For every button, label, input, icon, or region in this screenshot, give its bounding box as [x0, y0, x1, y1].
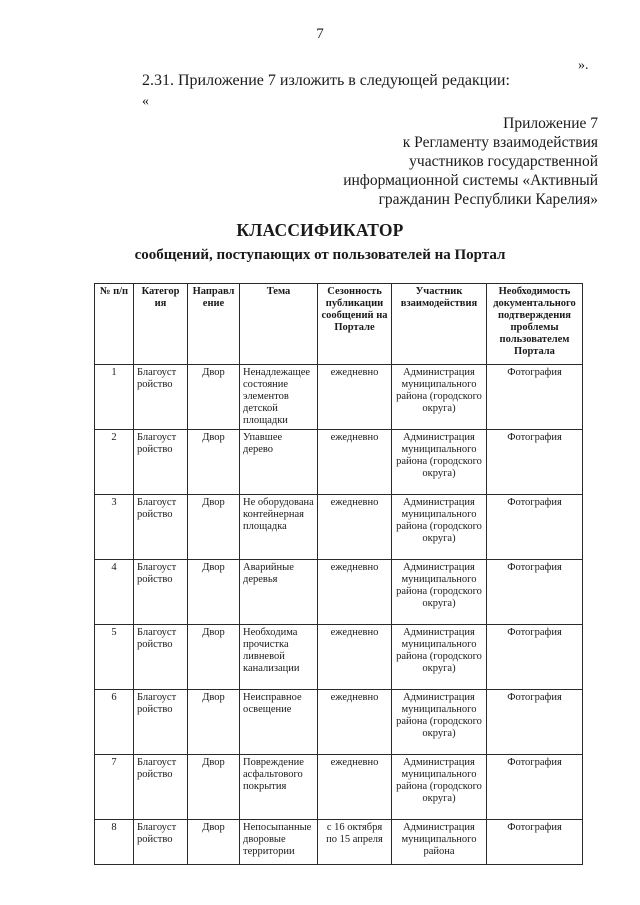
- cell-direction: Двор: [188, 755, 240, 820]
- table-header-row: [95, 284, 583, 365]
- cell-topic: Непосыпанные дворовые территории: [240, 820, 318, 865]
- cell-season: ежедневно: [318, 625, 392, 690]
- table-row: [95, 365, 583, 430]
- cell-season: ежедневно: [318, 690, 392, 755]
- appendix-line: к Регламенту взаимодействия: [402, 134, 598, 151]
- cell-confirmation: Фотография: [487, 560, 583, 625]
- cell-direction: Двор: [188, 495, 240, 560]
- appendix-line: информационной системы «Активный: [343, 172, 598, 189]
- table-row: [95, 820, 583, 865]
- cell-topic: Повреждение асфальтового покрытия: [240, 755, 318, 820]
- cell-category: Благоуст ройство: [134, 625, 188, 690]
- header-direction: Направл ение: [188, 284, 240, 365]
- cell-category: Благоуст ройство: [134, 690, 188, 755]
- header-season: Сезонность публикации сообщений на Портале: [318, 284, 392, 365]
- cell-topic: Не оборудована контейнерная площадка: [240, 495, 318, 560]
- cell-confirmation: Фотография: [487, 755, 583, 820]
- cell-participant: Администрация муниципального района (городского округа): [392, 755, 487, 820]
- header-confirmation: Необходимость документального подтверждения проблемы пользователем Портала: [487, 284, 583, 365]
- cell-topic: Упавшее дерево: [240, 430, 318, 495]
- cell-number: 2: [95, 430, 134, 495]
- cell-number: 3: [95, 495, 134, 560]
- cell-confirmation: Фотография: [487, 430, 583, 495]
- cell-season: ежедневно: [318, 495, 392, 560]
- header-topic: Тема: [240, 284, 318, 365]
- appendix-line: Приложение 7: [503, 115, 598, 132]
- cell-direction: Двор: [188, 365, 240, 430]
- page-number: 7: [316, 26, 324, 42]
- cell-participant: Администрация муниципального района (городского округа): [392, 430, 487, 495]
- header-category: Категор ия: [134, 284, 188, 365]
- cell-direction: Двор: [188, 690, 240, 755]
- cell-number: 5: [95, 625, 134, 690]
- table-row: [95, 430, 583, 495]
- cell-participant: Администрация муниципального района (городского округа): [392, 690, 487, 755]
- cell-number: 4: [95, 560, 134, 625]
- cell-participant: Администрация муниципального района (городского округа): [392, 560, 487, 625]
- header-participant: Участник взаимодействия: [392, 284, 487, 365]
- cell-category: Благоуст ройство: [134, 365, 188, 430]
- appendix-line: гражданин Республики Карелия»: [378, 191, 598, 208]
- cell-topic: Аварийные деревья: [240, 560, 318, 625]
- opening-quote: «: [142, 94, 149, 109]
- document-subtitle: сообщений, поступающих от пользователей на Портал: [134, 247, 506, 263]
- cell-category: Благоуст ройство: [134, 495, 188, 560]
- cell-confirmation: Фотография: [487, 625, 583, 690]
- cell-category: Благоуст ройство: [134, 820, 188, 865]
- header-number: № п/п: [95, 284, 134, 365]
- cell-season: с 16 октября по 15 апреля: [318, 820, 392, 865]
- cell-category: Благоуст ройство: [134, 430, 188, 495]
- cell-number: 7: [95, 755, 134, 820]
- cell-season: ежедневно: [318, 755, 392, 820]
- cell-confirmation: Фотография: [487, 495, 583, 560]
- cell-topic: Ненадлежащее состояние элементов детской площадки: [240, 365, 318, 430]
- table-row: [95, 495, 583, 560]
- cell-direction: Двор: [188, 430, 240, 495]
- cell-direction: Двор: [188, 560, 240, 625]
- cell-number: 1: [95, 365, 134, 430]
- cell-participant: Администрация муниципального района (городского округа): [392, 625, 487, 690]
- table-row: [95, 560, 583, 625]
- cell-participant: Администрация муниципального района: [392, 820, 487, 865]
- classifier-table: [94, 283, 583, 865]
- cell-direction: Двор: [188, 625, 240, 690]
- cell-confirmation: Фотография: [487, 690, 583, 755]
- table-row: [95, 625, 583, 690]
- cell-direction: Двор: [188, 820, 240, 865]
- document-title: КЛАССИФИКАТОР: [236, 220, 404, 240]
- cell-confirmation: Фотография: [487, 365, 583, 430]
- cell-confirmation: Фотография: [487, 820, 583, 865]
- table-row: [95, 755, 583, 820]
- cell-topic: Необходима прочистка ливневой канализации: [240, 625, 318, 690]
- table-row: [95, 690, 583, 755]
- cell-season: ежедневно: [318, 365, 392, 430]
- cell-topic: Неисправное освещение: [240, 690, 318, 755]
- cell-participant: Администрация муниципального района (городского округа): [392, 495, 487, 560]
- cell-category: Благоуст ройство: [134, 755, 188, 820]
- cell-number: 6: [95, 690, 134, 755]
- cell-season: ежедневно: [318, 430, 392, 495]
- cell-season: ежедневно: [318, 560, 392, 625]
- appendix-heading: [343, 114, 598, 209]
- cell-participant: Администрация муниципального района (городского округа): [392, 365, 487, 430]
- cell-category: Благоуст ройство: [134, 560, 188, 625]
- amendment-text: 2.31. Приложение 7 изложить в следующей редакции:: [142, 72, 510, 89]
- closing-quote: ».: [578, 58, 589, 73]
- cell-number: 8: [95, 820, 134, 865]
- appendix-line: участников государственной: [409, 153, 598, 170]
